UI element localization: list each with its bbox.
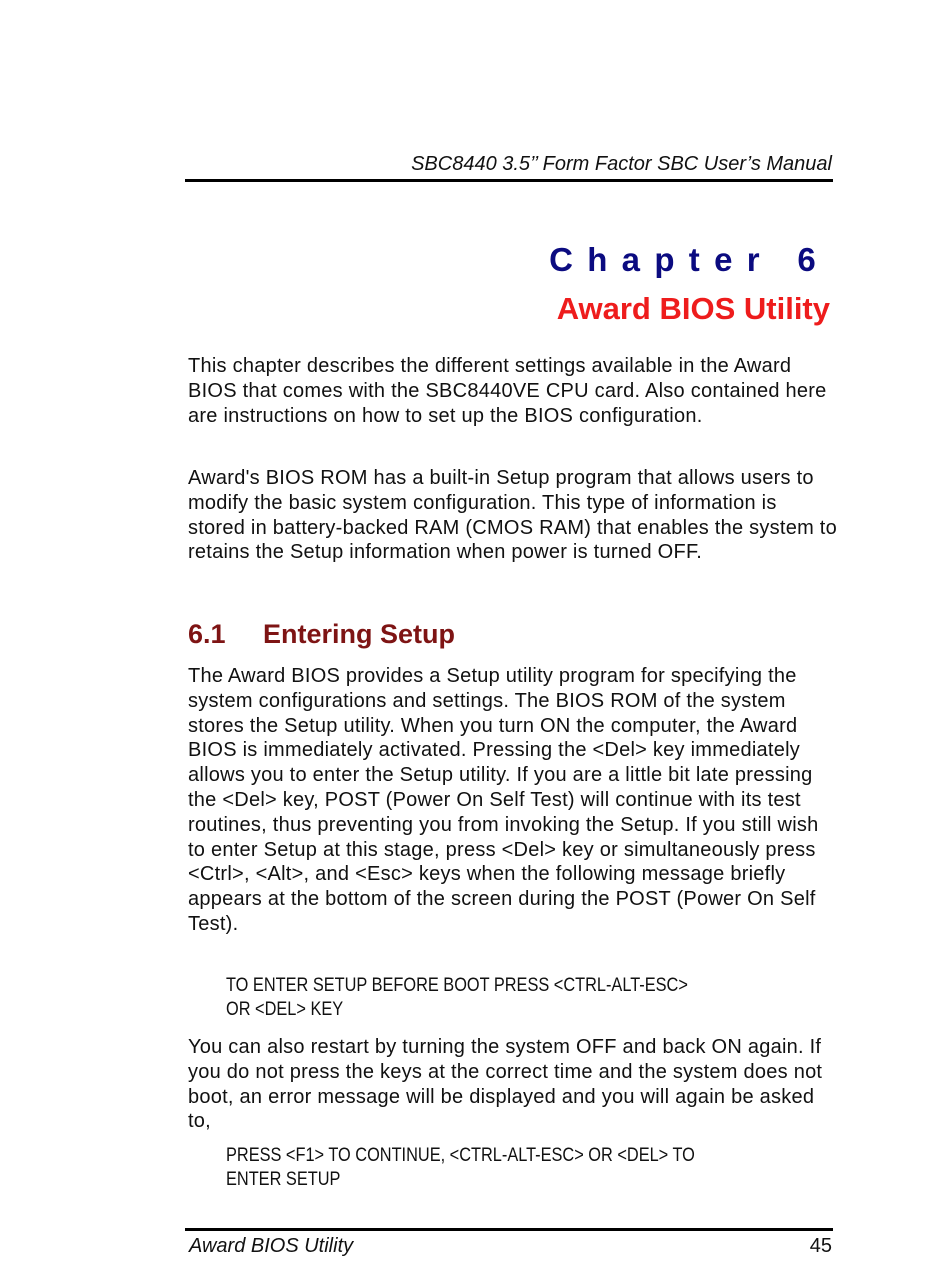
section-heading xyxy=(188,617,455,651)
setup-message: TO ENTER SETUP BEFORE BOOT PRESS <CTRL-ALT-ESC> OR <DEL> KEY xyxy=(226,975,688,1020)
section-paragraph-2: You can also restart by turning the system OFF and back ON again. If you do not press the keys at the correct time and the system does not boot, an error message will be displayed and you will again be asked to, xyxy=(188,1036,823,1133)
header-rule xyxy=(185,179,833,182)
chapter-label: Chapter 6 xyxy=(549,241,830,278)
chapter-title: Award BIOS Utility xyxy=(556,291,830,326)
section-number: 6.1 xyxy=(188,619,226,649)
running-header: SBC8440 3.5’’ Form Factor SBC User’s Manual xyxy=(411,153,832,175)
footer-rule xyxy=(185,1228,833,1231)
error-message: PRESS <F1> TO CONTINUE, <CTRL-ALT-ESC> OR <DEL> TO ENTER SETUP xyxy=(226,1145,695,1190)
footer-title: Award BIOS Utility xyxy=(189,1235,354,1257)
intro-paragraph-2: Award's BIOS ROM has a built-in Setup program that allows users to modify the basic system configuration. This type of information is stored in battery-backed RAM (CMOS RAM) that enables the system to retains the Setup information when power is turned OFF. xyxy=(188,467,837,564)
section-paragraph-1: The Award BIOS provides a Setup utility program for specifying the system configurations and settings. The BIOS ROM of the system stores the Setup utility. When you turn ON the computer, the Award BIOS is immediately activated. Pressing the <Del> key immediately allows you to enter the Setup utility. If you are a little bit late pressing the <Del> key, POST (Power On Self Test) will continue with its test routines, thus preventing you from invoking the Setup. If you still wish to enter Setup at this stage, press <Del> key or simultaneously press <Ctrl>, <Alt>, and <Esc> keys when the following message briefly appears at the bottom of the screen during the POST (Power On Self Test). xyxy=(188,665,819,935)
intro-paragraph-1: This chapter describes the different settings available in the Award BIOS that comes with the SBC8440VE CPU card. Also contained here are instructions on how to set up the BIOS configuration. xyxy=(188,355,827,427)
page-number: 45 xyxy=(809,1235,832,1257)
section-title: Entering Setup xyxy=(263,619,456,649)
